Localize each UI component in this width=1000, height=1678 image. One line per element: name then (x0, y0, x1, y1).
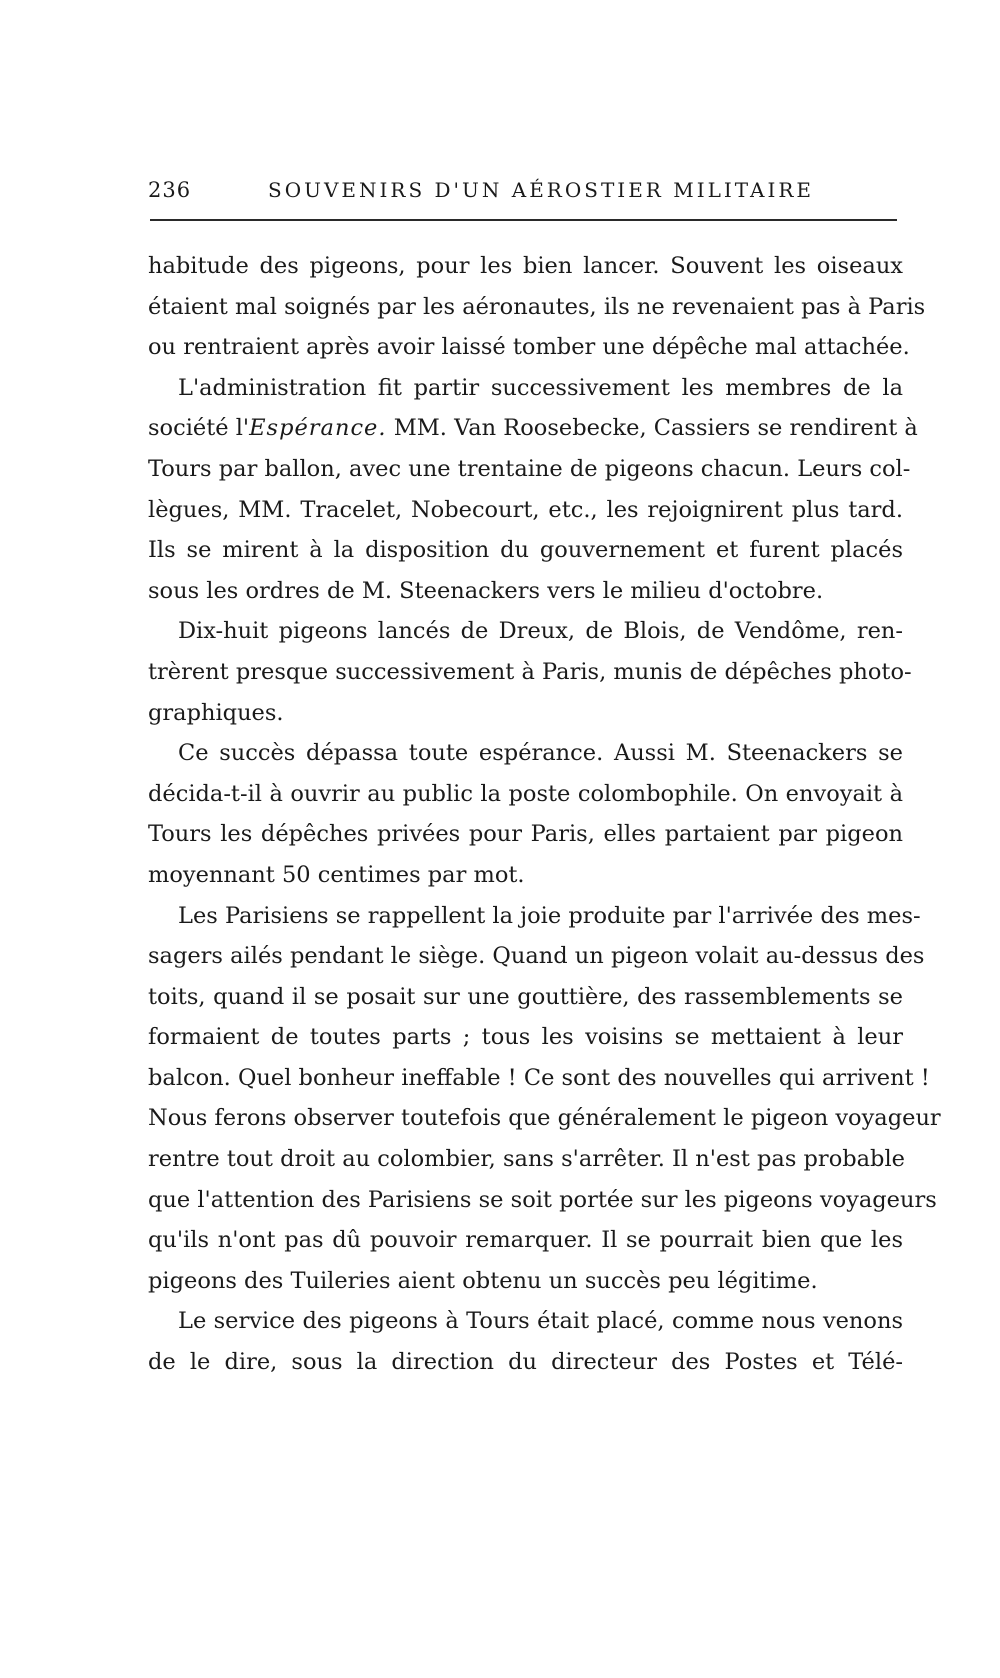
paragraph-start-line: L'administration fit partir successivement les membres de la (178, 374, 903, 401)
text-line: Tours les dépêches privées pour Paris, elles partaient par pigeon (148, 821, 903, 848)
text-span: MM. Van Roosebecke, Cassiers se rendirent à (393, 415, 918, 442)
paragraph-start-line: Dix-huit pigeons lancés de Dreux, de Blois, de Vendôme, ren- (178, 618, 903, 645)
text-line: Tours par ballon, avec une trentaine de pigeons chacun. Leurs col- (148, 455, 911, 482)
text-line: sous les ordres de M. Steenackers vers le milieu d'octobre. (148, 577, 824, 604)
italic-society-name: Espérance. (249, 415, 387, 442)
text-line: ou rentraient après avoir laissé tomber une dépêche mal attachée. (148, 334, 910, 361)
text-line: trèrent presque successivement à Paris, munis de dépêches photo- (148, 658, 912, 685)
text-line: habitude des pigeons, pour les bien lancer. Souvent les oiseaux (148, 253, 903, 279)
page-header (148, 170, 900, 210)
body-text (148, 246, 941, 1383)
text-line: moyennant 50 centimes par mot. (148, 861, 525, 888)
text-line: étaient mal soignés par les aéronautes, ils ne revenaient pas à Paris (148, 293, 926, 320)
text-line: formaient de toutes parts ; tous les voisins se mettaient à leur (148, 1024, 903, 1051)
text-line: de le dire, sous la direction du directeur des Postes et Télé- (148, 1349, 903, 1376)
text-line: graphiques. (148, 699, 284, 726)
paragraph-start-line: Le service des pigeons à Tours était placé, comme nous venons (178, 1308, 903, 1335)
text-line: lègues, MM. Tracelet, Nobecourt, etc., les rejoignirent plus tard. (148, 496, 903, 523)
text-line: pigeons des Tuileries aient obtenu un succès peu légitime. (148, 1267, 818, 1294)
page-number: 236 (148, 178, 192, 202)
text-line: rentre tout droit au colombier, sans s'arrêter. Il n'est pas probable (148, 1146, 905, 1173)
text-line: qu'ils n'ont pas dû pouvoir remarquer. Il se pourrait bien que les (148, 1227, 903, 1254)
header-rule (150, 219, 897, 221)
text-line: que l'attention des Parisiens se soit portée sur les pigeons voyageurs (148, 1186, 937, 1213)
text-line: Nous ferons observer toutefois que généralement le pigeon voyageur (148, 1105, 941, 1132)
text-line: Ils se mirent à la disposition du gouvernement et furent placés (148, 537, 903, 564)
text-span: société l' (148, 415, 250, 442)
text-line: sagers ailés pendant le siège. Quand un pigeon volait au-dessus des (148, 943, 925, 970)
paragraph-start-line: Les Parisiens se rappellent la joie produite par l'arrivée des mes- (178, 902, 921, 929)
text-line: balcon. Quel bonheur ineffable ! Ce sont des nouvelles qui arrivent ! (148, 1064, 930, 1091)
running-title: SOUVENIRS D'UN AÉROSTIER MILITAIRE (268, 178, 815, 202)
text-line: décida-t-il à ouvrir au public la poste colombophile. On envoyait à (148, 780, 903, 807)
text-line (148, 408, 918, 449)
text-line: toits, quand il se posait sur une gouttière, des rassemblements se (148, 983, 903, 1010)
paragraph-start-line: Ce succès dépassa toute espérance. Aussi M. Steenackers se (178, 740, 903, 767)
